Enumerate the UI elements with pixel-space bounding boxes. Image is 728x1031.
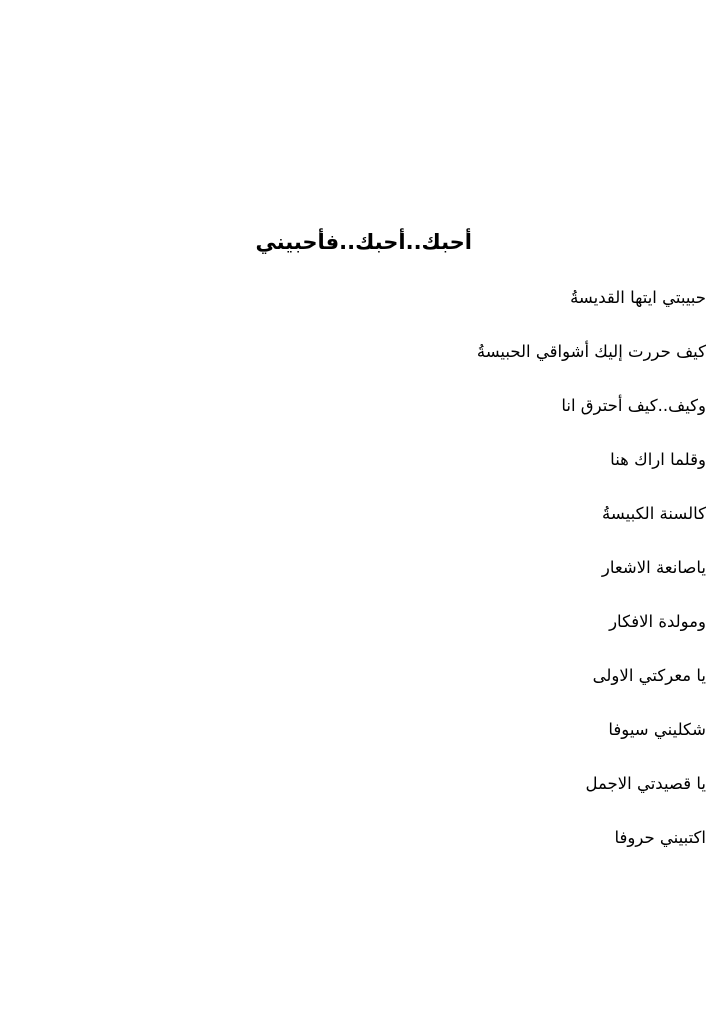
poem-line: حبيبتي ايتها القديسةُ (570, 288, 706, 307)
poem-line: اكتبيني حروفا (614, 828, 706, 847)
poem-line: ومولدة الافكار (609, 612, 706, 631)
poem-line: وكيف..كيف أحترق انا (561, 396, 706, 415)
poem-line: يا قصيدتي الاجمل (585, 774, 706, 793)
poem-body (386, 284, 706, 878)
poem-line: شكليني سيوفا (608, 720, 706, 739)
poem-line: كالسنة الكبيسةُ (602, 504, 706, 523)
poem-title: أحبك..أحبك..فأحبيني (255, 230, 472, 254)
poem-line: كيف حررت إليك أشواقي الحبيسةُ (476, 342, 706, 361)
poem-line: وقلما اراك هنا (610, 450, 706, 469)
poem-line: يا معركتي الاولى (592, 666, 706, 685)
poem-line: ياصانعة الاشعار (601, 558, 706, 577)
